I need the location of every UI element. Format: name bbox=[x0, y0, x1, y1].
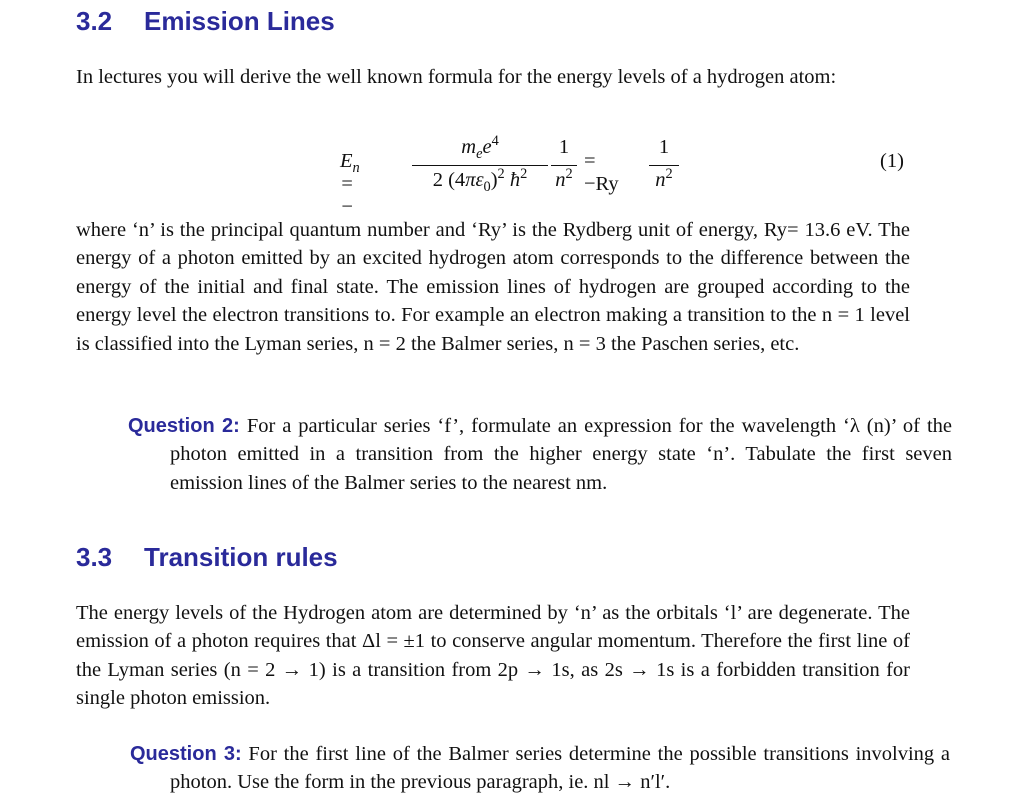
question-3 bbox=[130, 740, 950, 797]
question-3-label: Question 3: bbox=[130, 743, 242, 765]
question-2-text: For a particular series ‘f’, formulate an expression for the wavelength ‘λ (n)’ of the photon emitted in a transition from the higher energy state ‘n’. Tabulate the first seven emission lines of the Balmer series to the nearest nm. bbox=[170, 415, 952, 494]
section-number: 3.2 bbox=[76, 6, 113, 36]
equation-fraction-3: 1 $n^2$ bbox=[649, 136, 679, 162]
intro-paragraph: In lectures you will derive the well known formula for the energy levels of a hydrogen atom: bbox=[76, 66, 837, 88]
question-3-text: For the first line of the Balmer series determine the possible transitions involving a photon. Use the form in the previous paragraph, ie. nl → n′l′. bbox=[170, 743, 951, 794]
question-2 bbox=[128, 412, 952, 497]
section-heading-3-2 bbox=[76, 6, 335, 37]
equation-fraction-1: $m_ee^4$ 2 $(4\pi\varepsilon_0)^2$ $ħ^2$ bbox=[412, 136, 548, 162]
body-paragraph-2: The energy levels of the Hydrogen atom are determined by ‘n’ as the orbitals ‘l’ are degenerate. The emission of a photon requires that Δl = ±1 to conserve angular momentum. Therefore the first line of the Lyman series (n = 2 → 1) is a transition from 2p → 1s, as 2s → 1s is a forbidden transition for single photon emission. bbox=[76, 602, 910, 710]
body-paragraph-1: where ‘n’ is the principal quantum number and ‘Ry’ is the Rydberg unit of energy, Ry= 13.6 eV. The energy of a photon emitted by an excited hydrogen atom corresponds to the difference between the energy of the initial and final state. The emission lines of hydrogen are grouped according to the energy level the electron transitions to. For example an electron making a transition to the n = 1 level is classified into the Lyman series, n = 2 the Balmer series, n = 3 the Paschen series, etc. bbox=[76, 219, 910, 355]
section-heading-3-3 bbox=[76, 542, 338, 573]
section-number: 3.3 bbox=[76, 542, 113, 572]
equation-number: (1) bbox=[880, 150, 904, 172]
question-2-label: Question 2: bbox=[128, 415, 240, 437]
equation-rhs: = −Ry bbox=[584, 150, 619, 195]
section-title: Emission Lines bbox=[144, 6, 335, 36]
equation-lhs: $E_n$ = − bbox=[340, 150, 360, 218]
section-title: Transition rules bbox=[144, 542, 338, 572]
equation-fraction-2: 1 $n^2$ bbox=[551, 136, 577, 162]
